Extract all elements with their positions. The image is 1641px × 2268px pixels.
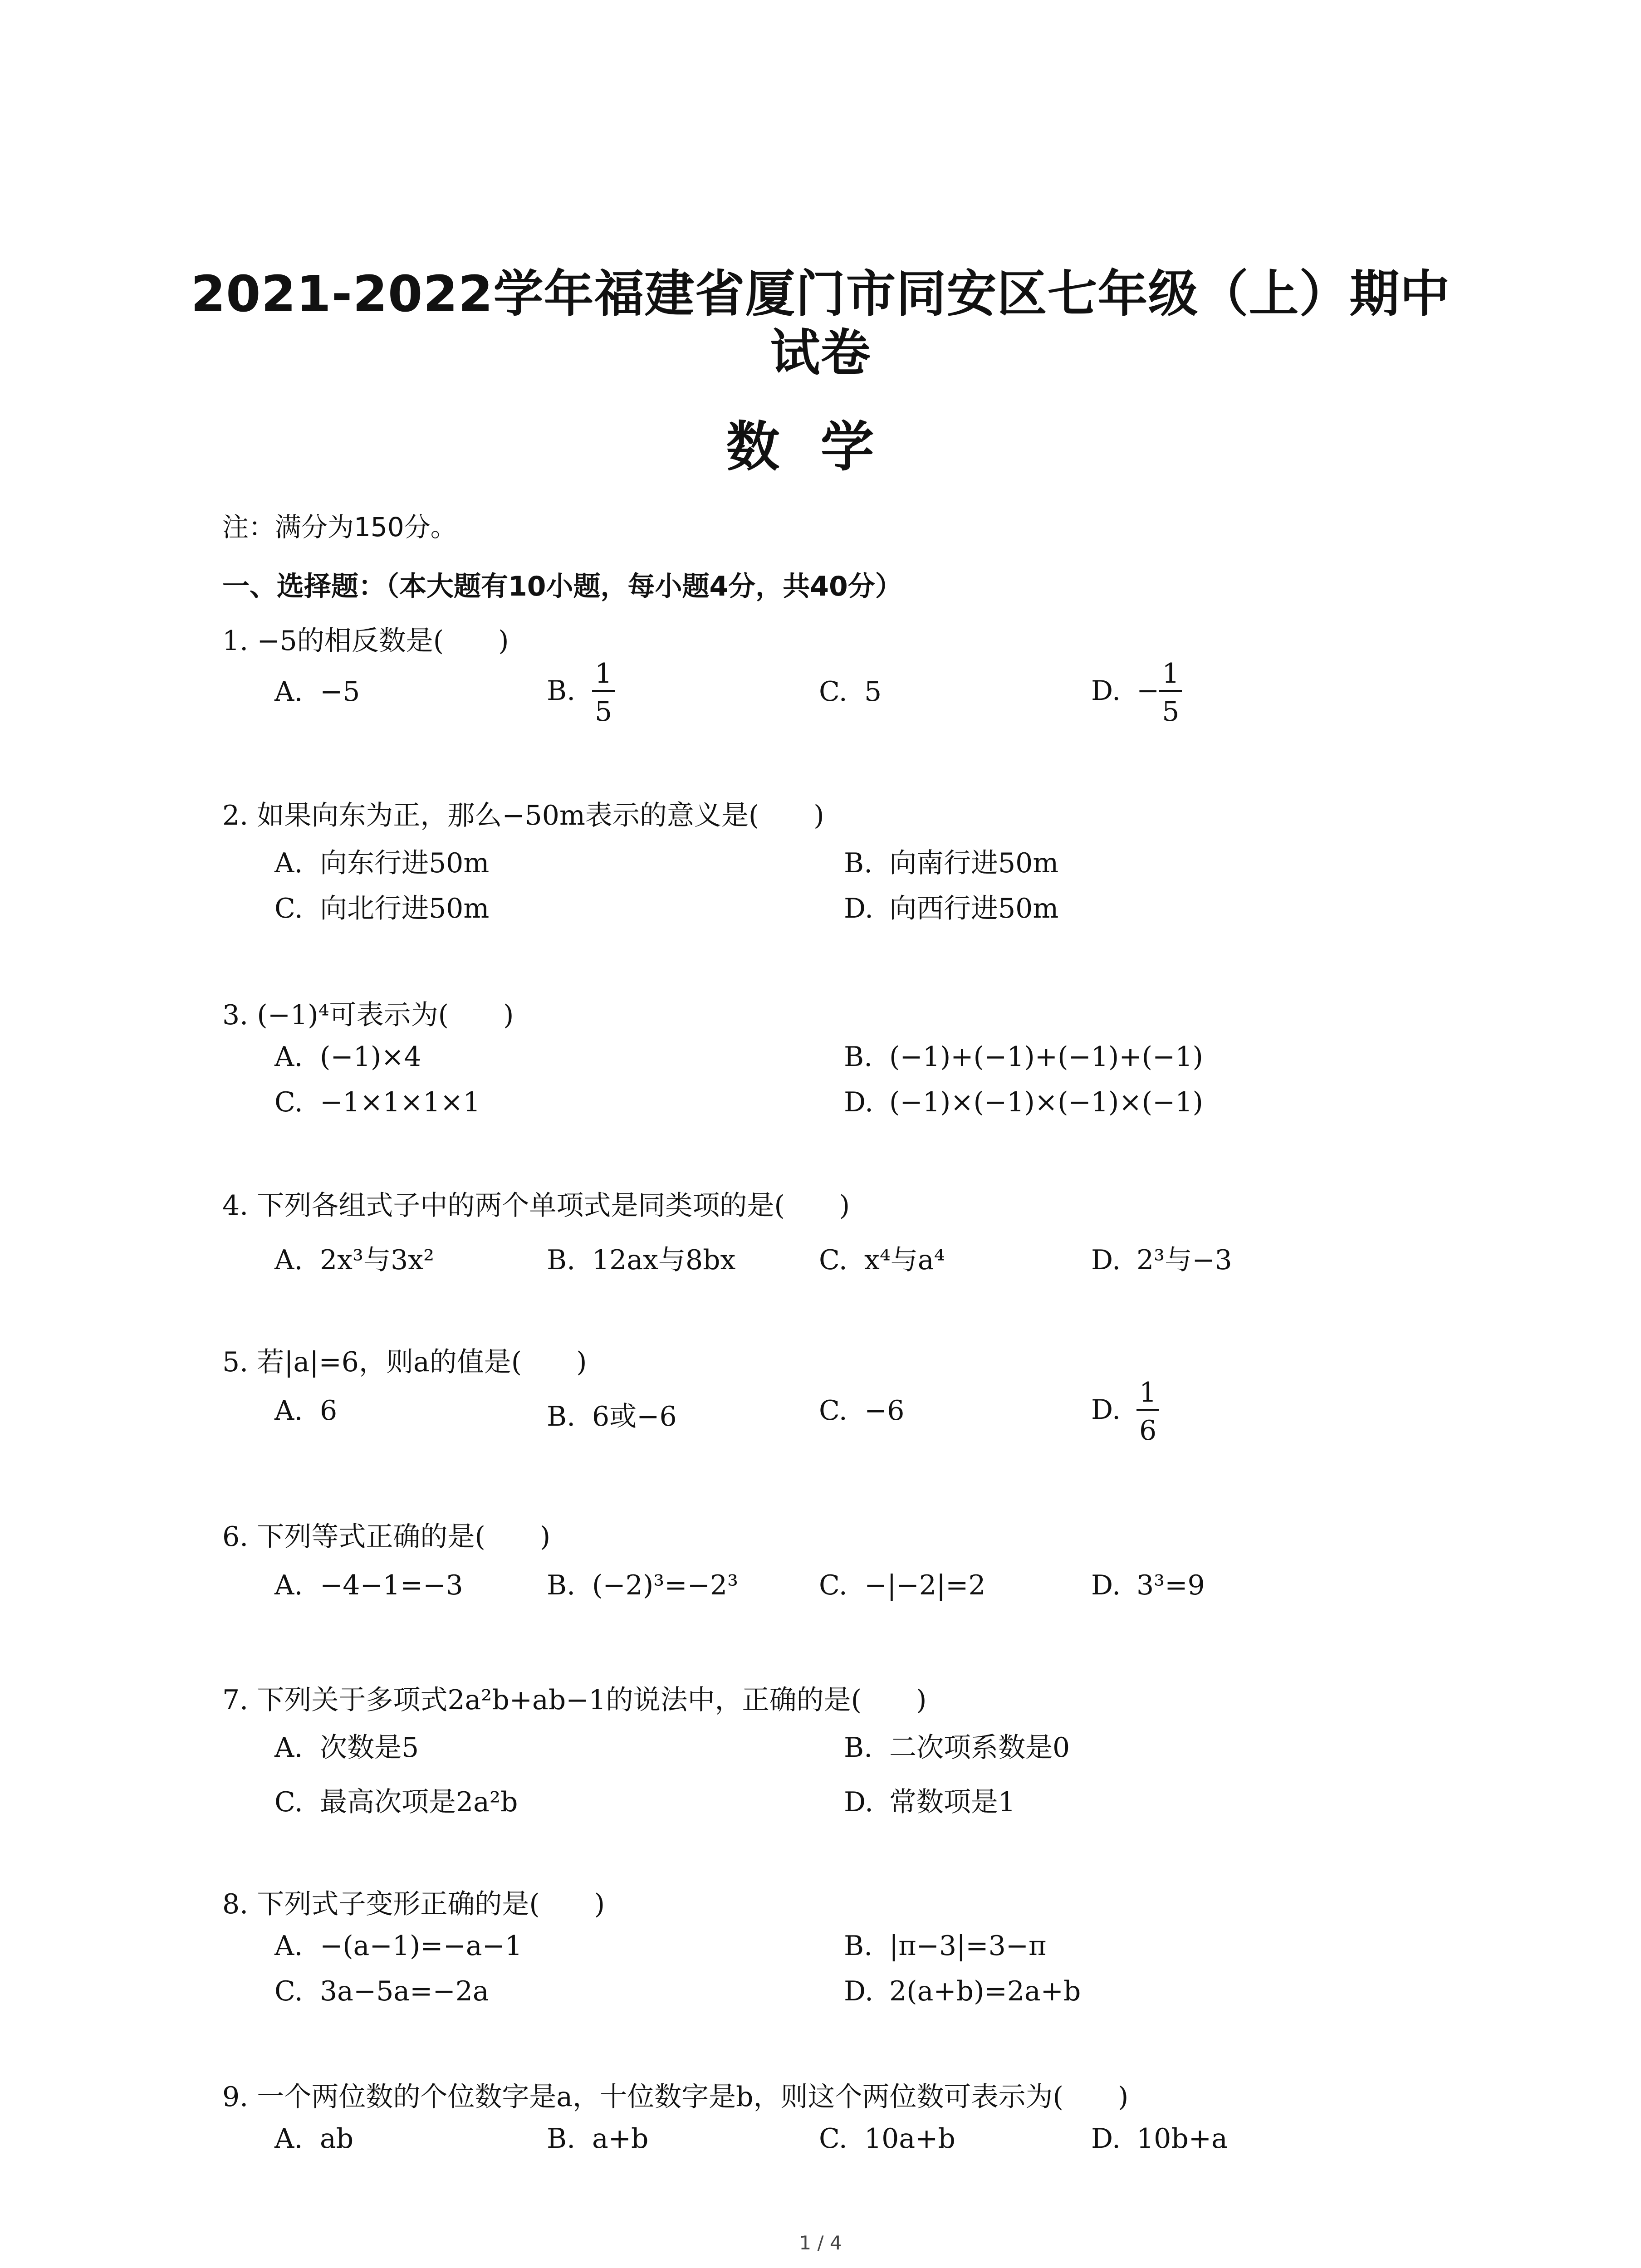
option-label: A. [274,1930,303,1962]
question-5-option-b [547,1395,677,1434]
option-label: B. [844,1930,873,1962]
question-6-stem: 6. 下列等式正确的是( ) [222,1521,551,1553]
option-label: D. [844,893,874,924]
question-9-stem: 9. 一个两位数的个位数字是a，十位数字是b，则这个两位数可表示为( ) [222,2081,1129,2113]
option-text: −1×1×1×1 [320,1086,480,1118]
option-text: 2x³与3x² [320,1244,435,1276]
option-text: 向西行进50m [889,893,1059,924]
fraction [1159,658,1182,728]
question-1-option-a [274,676,360,708]
option-text: 5 [864,676,882,708]
fraction [592,658,615,728]
question-8-option-b [844,1930,1046,1962]
question-4-option-b [547,1238,735,1277]
option-label: B. [547,675,576,707]
question-9-option-d [1091,2123,1228,2155]
option-label: B. [844,1041,873,1073]
minus-sign: − [1136,675,1160,707]
option-label: D. [844,1086,874,1118]
question-3-option-a [274,1041,421,1073]
fraction-numerator: 1 [592,660,615,692]
subject-title: 数学 [726,415,915,478]
section-heading-multiple-choice: 一、选择题：（本大题有10小题，每小题4分，共40分） [222,571,902,602]
question-8-option-c [274,1975,489,2007]
option-text: 12ax与8bx [592,1244,736,1276]
document-title-line-1: 2021-2022学年福建省厦门市同安区七年级（上）期中 [191,265,1450,323]
option-label: C. [274,1086,303,1118]
question-7-stem: 7. 下列关于多项式2a²b+ab−1的说法中，正确的是( ) [222,1684,927,1716]
option-label: C. [819,1395,847,1427]
option-text: (−1)+(−1)+(−1)+(−1) [889,1041,1203,1073]
option-label: C. [819,1244,847,1276]
option-label: C. [274,893,303,924]
question-9-option-a [274,2123,353,2155]
question-9-option-b [547,2123,648,2155]
option-text: −4−1=−3 [320,1569,463,1601]
option-text: (−1)×(−1)×(−1)×(−1) [889,1086,1203,1118]
question-7-option-a [274,1726,419,1765]
option-label: D. [844,1786,874,1818]
option-label: D. [1091,1244,1121,1276]
option-text: (−2)³=−2³ [592,1569,739,1601]
question-6-option-a [274,1569,463,1601]
option-text: (−1)×4 [320,1041,421,1073]
document-title-line-2: 试卷 [770,324,871,382]
option-text: 3a−5a=−2a [320,1975,489,2007]
question-5-option-a [274,1395,337,1427]
option-label: C. [819,2123,847,2155]
option-label: B. [844,1732,873,1764]
fraction-numerator: 1 [1136,1379,1159,1411]
option-label: A. [274,1041,303,1073]
option-text: 向东行进50m [320,847,490,879]
question-6-option-b [547,1569,738,1601]
option-label: A. [274,847,303,879]
option-label: D. [1091,2123,1121,2155]
option-text: 常数项是1 [889,1786,1016,1818]
option-text: 6或−6 [592,1401,677,1432]
option-label: D. [844,1975,874,2007]
option-text: 10b+a [1136,2123,1228,2155]
fraction-denominator: 5 [1162,696,1180,728]
score-note: 注：满分为150分。 [222,512,457,543]
question-7-option-c [274,1780,518,1819]
question-7-option-d [844,1780,1015,1819]
option-text: 2³与−3 [1136,1244,1232,1276]
question-3-option-b [844,1041,1203,1073]
question-3-stem: 3. (−1)⁴可表示为( ) [222,999,514,1031]
option-text: −|−2|=2 [864,1569,986,1601]
option-text: −(a−1)=−a−1 [320,1930,523,1962]
option-label: A. [274,1732,303,1764]
option-text: 次数是5 [320,1732,419,1764]
option-text: 10a+b [864,2123,955,2155]
question-5-stem: 5. 若|a|=6，则a的值是( ) [222,1346,587,1378]
option-text: ab [320,2123,354,2155]
question-7-option-b [844,1726,1070,1765]
question-4-option-a [274,1238,434,1277]
question-5-option-d [1091,1377,1159,1447]
option-label: A. [274,1244,303,1276]
question-1-option-c [819,676,882,708]
question-2-option-a [274,841,489,880]
option-text: 二次项系数是0 [889,1732,1070,1764]
option-label: C. [274,1975,303,2007]
question-3-option-d [844,1086,1203,1118]
question-6-option-d [1091,1569,1205,1601]
page-indicator: 1 / 4 [799,2232,842,2254]
question-8-stem: 8. 下列式子变形正确的是( ) [222,1888,605,1920]
question-2-option-d [844,887,1058,926]
option-text: 2(a+b)=2a+b [889,1975,1081,2007]
option-label: B. [547,1569,576,1601]
option-label: A. [274,1395,303,1427]
option-text: 向南行进50m [889,847,1059,879]
question-8-option-a [274,1930,522,1962]
question-2-option-c [274,887,489,926]
option-text: −6 [864,1395,905,1427]
question-4-option-d [1091,1238,1232,1277]
fraction-denominator: 5 [595,696,612,728]
option-text: a+b [592,2123,649,2155]
option-text: 向北行进50m [320,893,490,924]
question-2-stem: 2. 如果向东为正，那么−50m表示的意义是( ) [222,800,824,831]
fraction-numerator: 1 [1159,660,1182,692]
fraction-denominator: 6 [1139,1415,1157,1447]
option-text: |π−3|=3−π [889,1930,1047,1962]
option-label: A. [274,2123,303,2155]
option-text: x⁴与a⁴ [864,1244,945,1276]
option-text: 3³=9 [1136,1569,1205,1601]
question-2-option-b [844,841,1058,880]
option-label: B. [547,2123,576,2155]
option-label: C. [819,1569,847,1601]
question-9-option-c [819,2123,955,2155]
question-6-option-c [819,1569,986,1601]
option-label: B. [547,1244,576,1276]
question-3-option-c [274,1086,480,1118]
option-text: −5 [320,676,360,708]
question-1-option-b [547,658,615,728]
question-4-option-c [819,1238,945,1277]
fraction [1136,1377,1159,1447]
question-4-stem: 4. 下列各组式子中的两个单项式是同类项的是( ) [222,1190,850,1222]
option-label: D. [1091,1393,1121,1426]
option-text: 最高次项是2a²b [320,1786,518,1818]
question-1-option-d [1091,658,1182,728]
option-label: D. [1091,675,1121,707]
question-5-option-c [819,1395,904,1427]
question-8-option-d [844,1975,1081,2007]
option-label: C. [274,1786,303,1818]
option-label: C. [819,676,847,708]
option-label: B. [547,1401,576,1432]
option-label: A. [274,676,303,708]
option-label: D. [1091,1569,1121,1601]
option-label: A. [274,1569,303,1601]
option-label: B. [844,847,873,879]
option-text: 6 [320,1395,338,1427]
question-1-stem: 1. −5的相反数是( ) [222,625,509,657]
